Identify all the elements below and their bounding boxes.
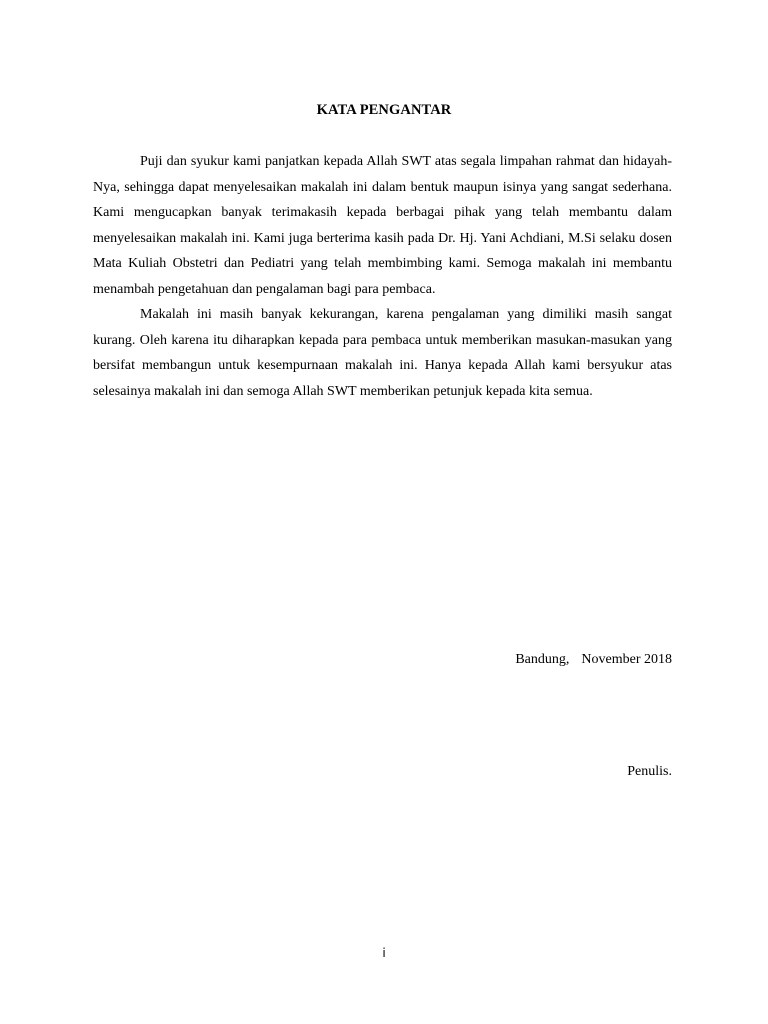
paragraph-2: Makalah ini masih banyak kekurangan, karena pengalaman yang dimiliki masih sangat kurang. Oleh karena itu diharapkan kepada para pembaca untuk memberikan masukan-masukan yang bersifat membangun untuk kesempurnaan makalah ini. Hanya kepada Allah kami bersyukur atas selesainya makalah ini dan semoga Allah SWT memberikan petunjuk kepada kita semua. bbox=[93, 307, 672, 399]
place-text: Bandung, bbox=[515, 652, 570, 667]
place-date-line bbox=[93, 652, 672, 668]
body-text bbox=[93, 149, 672, 404]
page-title: KATA PENGANTAR bbox=[316, 102, 452, 118]
page-number: i bbox=[382, 946, 386, 960]
paragraph-1: Puji dan syukur kami panjatkan kepada Allah SWT atas segala limpahan rahmat dan hidayah-Nya, sehingga dapat menyelesaikan makalah ini dalam bentuk maupun isinya yang sangat sederhana. Kami mengucapkan banyak terimakasih kepada berbagai pihak yang telah membantu dalam menyelesaikan makalah ini. Kami juga berterima kasih pada Dr. Hj. Yani Achdiani, M.Si selaku dosen Mata Kuliah Obstetri dan Pediatri yang telah membimbing kami. Semoga makalah ini membantu menambah pengetahuan dan pengalaman bagi para pembaca. bbox=[93, 154, 672, 297]
author-signature: Penulis. bbox=[627, 764, 672, 779]
date-text: November 2018 bbox=[581, 652, 672, 667]
